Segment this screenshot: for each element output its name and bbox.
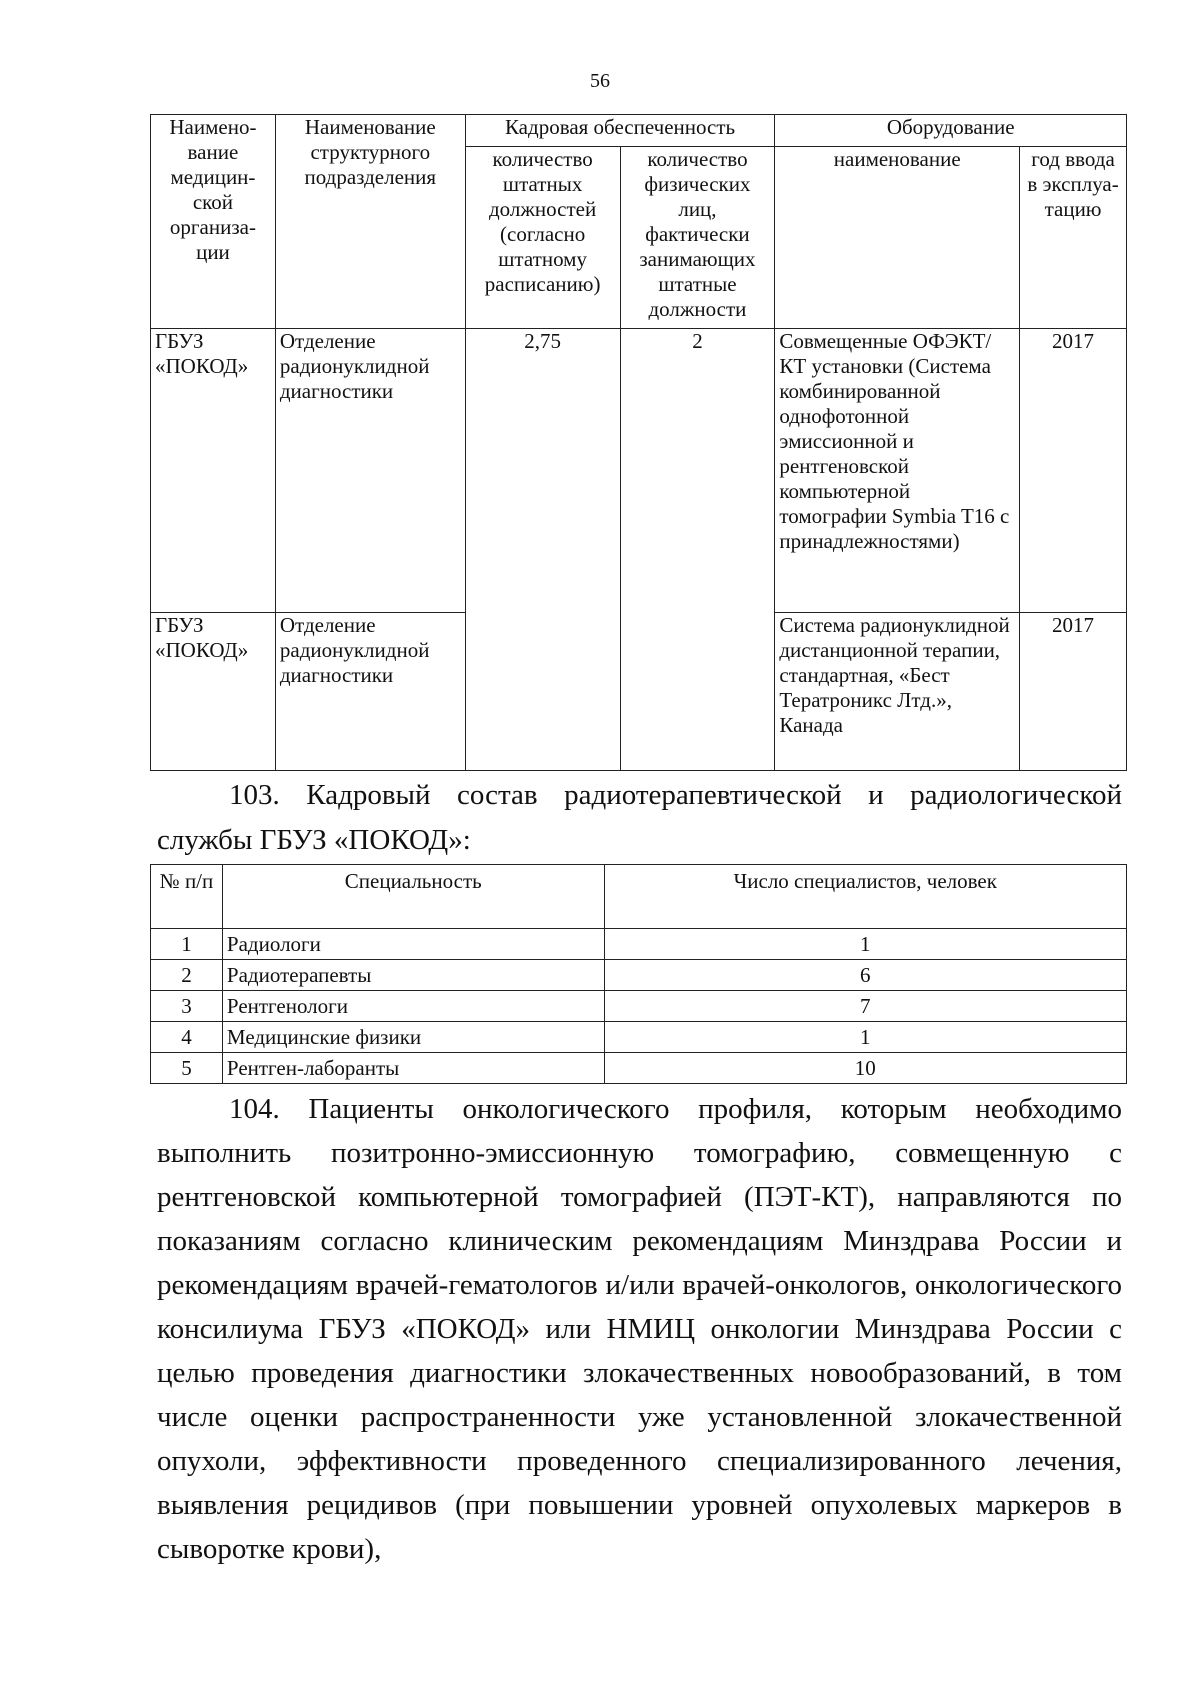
page-number: 56 — [590, 70, 610, 92]
staff-count: 1 — [604, 929, 1126, 960]
header-num: № п/п — [151, 865, 223, 929]
row2-equipment: Система радионуклидной дистанционной терапии, стандартная, «Бест Тератроникс Лтд.», Канада — [775, 613, 1020, 771]
row1-org: ГБУЗ «ПОКОД» — [151, 329, 276, 613]
paragraph-103 — [157, 773, 1122, 863]
row1-persons: 2 — [620, 329, 775, 771]
row1-unit: Отделение радионуклидной диагностики — [275, 329, 465, 613]
row2-year: 2017 — [1020, 613, 1127, 771]
row1-positions: 2,75 — [465, 329, 620, 771]
equipment-table — [150, 114, 1127, 771]
paragraph-104 — [157, 1087, 1122, 1571]
header-unit: Наименование структурного подразделения — [275, 115, 465, 329]
staff-table — [150, 864, 1127, 1084]
paragraph-103-text: 103. Кадровый состав радиотерапевтической и радиологической службы ГБУЗ «ПОКОД»: — [157, 779, 1122, 856]
header-equip-name: наименование — [775, 147, 1020, 329]
header-staff-persons: количество физических лиц, фактически занимающих штатные должности — [620, 147, 775, 329]
row2-unit: Отделение радионуклидной диагностики — [275, 613, 465, 771]
staff-specialty: Радиологи — [222, 929, 604, 960]
table-row — [151, 929, 1127, 960]
table-row — [151, 960, 1127, 991]
staff-num: 2 — [151, 960, 223, 991]
header-staff-positions: количество штатных должностей (согласно штатному расписанию) — [465, 147, 620, 329]
table-row — [151, 1053, 1127, 1084]
header-staffing: Кадровая обеспеченность — [465, 115, 775, 147]
staff-specialty: Радиотерапевты — [222, 960, 604, 991]
row2-org: ГБУЗ «ПОКОД» — [151, 613, 276, 771]
row1-equipment: Совмещенные ОФЭКТ/КТ установки (Система комбинированной однофотонной эмиссионной и рентгеновской компьютерной томографии Symbia T16 с принадлежностями) — [775, 329, 1020, 613]
staff-specialty: Рентген-лаборанты — [222, 1053, 604, 1084]
header-equipment: Оборудование — [775, 115, 1127, 147]
staff-num: 1 — [151, 929, 223, 960]
header-org: Наимено-вание медицин-ской организа-ции — [151, 115, 276, 329]
header-equip-year: год ввода в эксплуа-тацию — [1020, 147, 1127, 329]
staff-num: 3 — [151, 991, 223, 1022]
staff-count: 10 — [604, 1053, 1126, 1084]
staff-count: 7 — [604, 991, 1126, 1022]
staff-count: 6 — [604, 960, 1126, 991]
table-row — [151, 991, 1127, 1022]
header-specialty: Специальность — [222, 865, 604, 929]
row1-year: 2017 — [1020, 329, 1127, 613]
table-row — [151, 1022, 1127, 1053]
staff-specialty: Медицинские физики — [222, 1022, 604, 1053]
header-count: Число специалистов, человек — [604, 865, 1126, 929]
paragraph-104-text: 104. Пациенты онкологического профиля, которым необходимо выполнить позитронно-эмиссионную томографию, совмещенную с рентгеновской компьютерной томографией (ПЭТ-КТ), направляются по показаниям согласно клиническим рекомендациям Минздрава России и рекомендациям врачей-гематологов и/или врачей-онкологов, онкологического консилиума ГБУЗ «ПОКОД» или НМИЦ онкологии Минздрава России с целью проведения диагностики злокачественных новообразований, в том числе оценки распространенности уже установленной злокачественной опухоли, эффективности проведенного специализированного лечения, выявления рецидивов (при повышении уровней опухолевых маркеров в сыворотке крови), — [157, 1093, 1122, 1565]
staff-num: 4 — [151, 1022, 223, 1053]
staff-num: 5 — [151, 1053, 223, 1084]
staff-specialty: Рентгенологи — [222, 991, 604, 1022]
staff-count: 1 — [604, 1022, 1126, 1053]
table-row — [151, 329, 1127, 613]
